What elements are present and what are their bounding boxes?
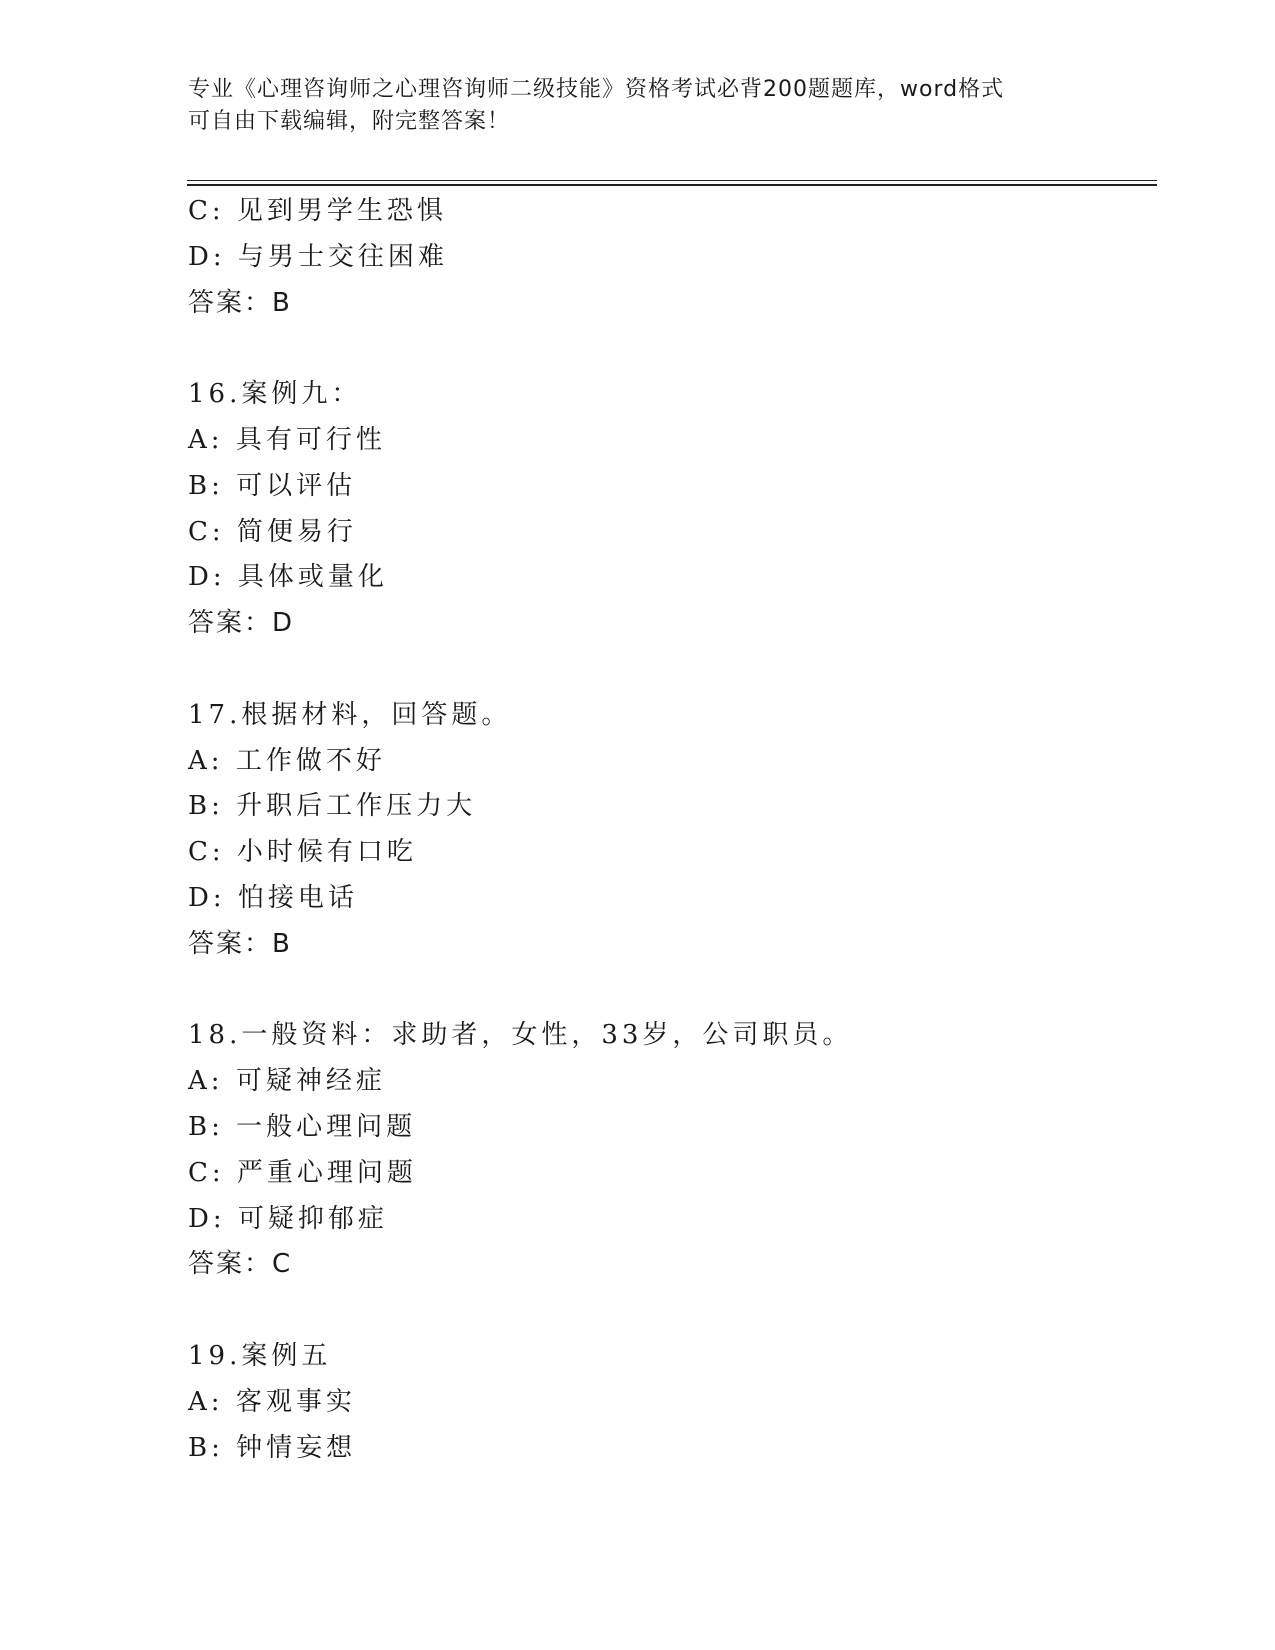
option-b [188, 464, 1148, 510]
question-list [188, 189, 1148, 1471]
option-label: B: [188, 1432, 224, 1463]
answer-line: 答案：D [188, 608, 295, 639]
option-d [188, 555, 1148, 601]
option-text: 工作做不好 [235, 745, 386, 776]
option-text: 可疑神经症 [235, 1066, 386, 1097]
option-c [188, 510, 1148, 556]
header-divider-thin [187, 180, 1157, 181]
header-divider-thick [187, 184, 1157, 186]
option-text: 升职后工作压力大 [236, 791, 477, 822]
option-label: C: [188, 1157, 225, 1188]
option-text: 具体或量化 [237, 562, 388, 593]
option-d [188, 235, 1148, 281]
question-block-16 [188, 372, 1148, 647]
question-block-prev [188, 189, 1148, 326]
question-stem: 18.一般资料：求助者，女性，33岁，公司职员。 [188, 1020, 853, 1051]
option-label: D: [188, 1203, 226, 1234]
option-a [188, 1380, 1148, 1426]
option-label: B: [188, 470, 224, 501]
option-text: 一般心理问题 [236, 1111, 417, 1142]
header-line-2: 可自由下载编辑，附完整答案！ [188, 109, 511, 134]
option-label: C: [188, 837, 225, 868]
option-text: 客观事实 [235, 1386, 356, 1417]
option-text: 与男士交往困难 [237, 241, 448, 272]
option-d [188, 876, 1148, 922]
option-text: 具有可行性 [235, 424, 386, 455]
option-c [188, 1151, 1148, 1197]
answer-line: 答案：B [188, 287, 292, 318]
question-stem: 16.案例九： [188, 379, 362, 410]
option-label: C: [188, 196, 225, 226]
option-c [188, 830, 1148, 876]
answer-line: 答案：B [188, 928, 292, 959]
option-label: B: [188, 791, 224, 822]
question-block-19 [188, 1334, 1148, 1471]
option-text: 可疑抑郁症 [237, 1203, 388, 1234]
option-a [188, 418, 1148, 464]
answer-line: 答案：C [188, 1249, 293, 1280]
question-block-17 [188, 693, 1148, 968]
option-text: 见到男学生恐惧 [236, 196, 447, 226]
option-b [188, 784, 1148, 830]
document-header [188, 74, 1088, 138]
option-text: 可以评估 [236, 470, 357, 501]
option-label: D: [188, 241, 226, 272]
option-b [188, 1426, 1148, 1472]
question-block-18 [188, 1013, 1148, 1288]
option-label: A: [188, 1386, 224, 1417]
header-line-1: 专业《心理咨询师之心理咨询师二级技能》资格考试必背200题题库，word格式 [188, 77, 1005, 102]
option-a [188, 1059, 1148, 1105]
option-b [188, 1105, 1148, 1151]
option-label: D: [188, 562, 226, 593]
option-text: 严重心理问题 [236, 1157, 417, 1188]
question-stem: 17.根据材料，回答题。 [188, 699, 512, 730]
option-text: 怕接电话 [237, 882, 358, 913]
option-text: 简便易行 [236, 516, 357, 547]
question-stem: 19.案例五 [188, 1340, 332, 1371]
option-text: 小时候有口吃 [236, 837, 417, 868]
option-label: C: [188, 516, 225, 547]
option-c [188, 189, 1148, 235]
option-a [188, 739, 1148, 785]
option-d [188, 1197, 1148, 1243]
option-label: A: [188, 424, 224, 455]
option-text: 钟情妄想 [236, 1432, 357, 1463]
option-label: B: [188, 1111, 224, 1142]
option-label: A: [188, 1066, 224, 1097]
option-label: A: [188, 745, 224, 776]
option-label: D: [188, 882, 226, 913]
